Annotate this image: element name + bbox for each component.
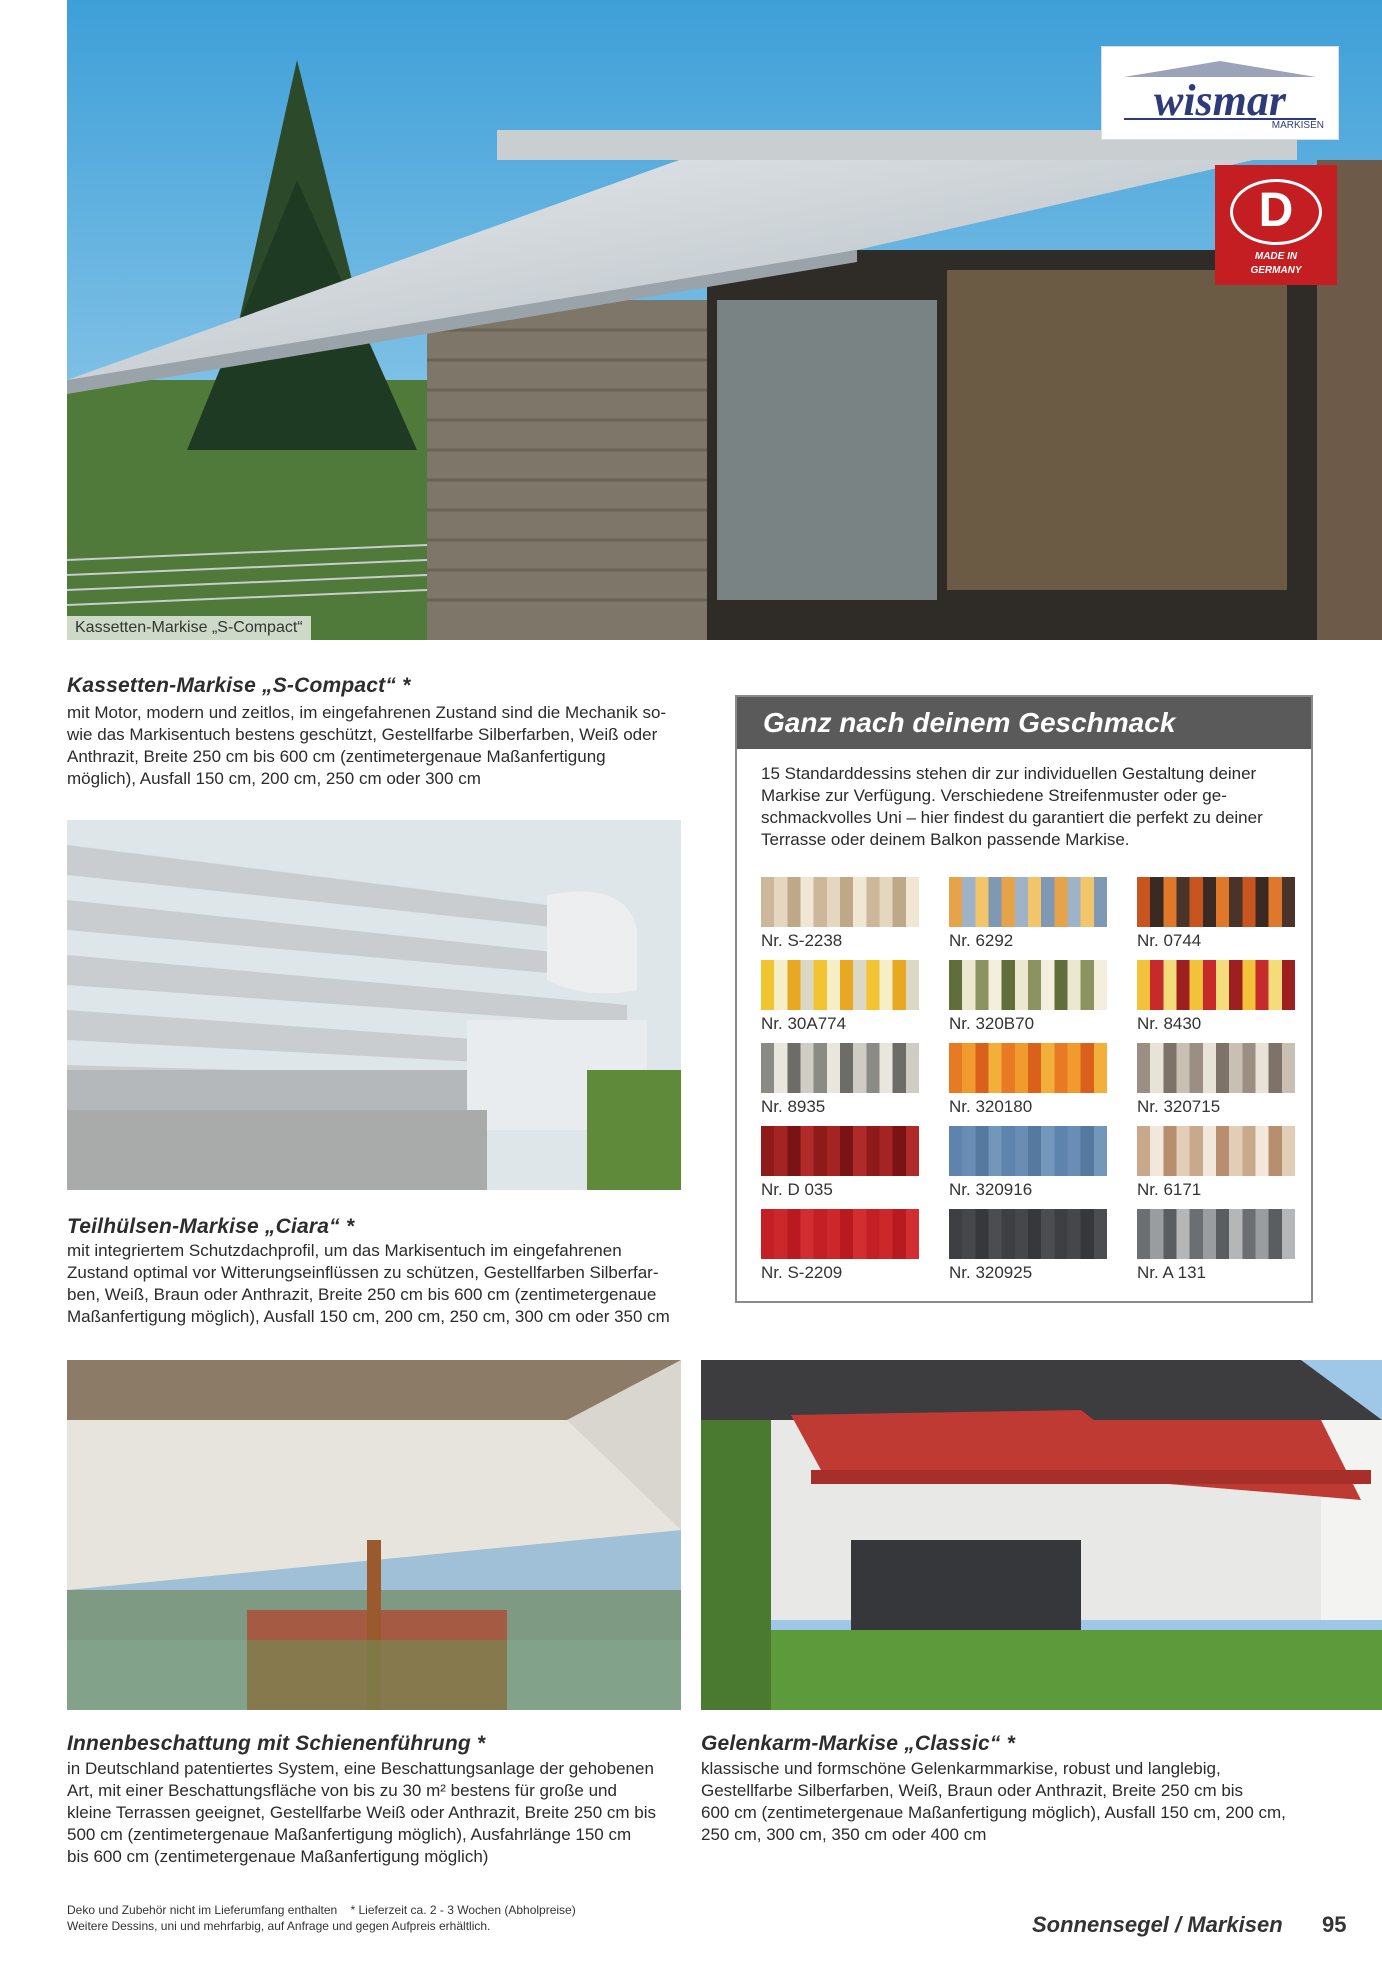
fabric-swatch — [949, 1043, 1107, 1093]
dessins-header — [737, 697, 1311, 749]
fabric-swatch — [761, 1126, 919, 1176]
fabric-swatch — [949, 1126, 1107, 1176]
dessins-heading: Ganz nach deinem Geschmack — [763, 707, 1176, 738]
fabric-swatch — [949, 877, 1107, 927]
fabric-swatch-label: Nr. 6292 — [949, 931, 1014, 950]
ciara-photo — [67, 820, 681, 1190]
fabric-swatch-label: Nr. 320916 — [949, 1180, 1033, 1199]
fabric-swatch-label: Nr. 0744 — [1137, 931, 1202, 950]
fabric-swatch-label: Nr. 320180 — [949, 1097, 1033, 1116]
fabric-swatch — [949, 960, 1107, 1010]
fabric-swatch — [761, 1043, 919, 1093]
fabric-swatch — [1137, 1043, 1295, 1093]
product-desc-ciara: mit integriertem Schutzdachprofil, um das Markisentuch im eingefahrenen Zustand optimal vor Witterungseinflüssen zu schützen, Gestellfarben Silberfar- ben, Weiß, Braun oder Anthrazit, Breite 250 cm bis 600 cm (zentimetergenaue Maßanfertigung möglich), Ausfall 150 cm, 200 cm, 250 cm, 300 cm oder 350 cm — [67, 1241, 670, 1326]
product-desc-classic: klassische und formschöne Gelenkarmmarkise, robust und langlebig, Gestellfarbe Silberfarben, Weiß, Braun oder Anthrazit, Breite 250 cm bis 600 cm (zentimetergenaue Maßanfertigung möglich), Ausfall 150 cm, 200 cm, 250 cm, 300 cm, 350 cm oder 400 cm — [701, 1759, 1286, 1844]
brand-sub: MARKISEN — [1271, 120, 1324, 131]
fabric-swatch — [761, 1209, 919, 1259]
footer-note-2: Weitere Dessins, uni und mehrfarbig, auf Anfrage und gegen Aufpreis erhältlich. — [67, 1919, 491, 1933]
dessins-box — [735, 695, 1313, 1303]
fabric-swatch — [761, 877, 919, 927]
fabric-swatch-label: Nr. 320B70 — [949, 1014, 1035, 1033]
fabric-swatch-label: Nr. S-2238 — [761, 931, 843, 950]
fabric-swatch-label: Nr. 8935 — [761, 1097, 826, 1116]
brand-logo — [1101, 46, 1339, 140]
innenbeschattung-photo — [67, 1360, 681, 1710]
dessins-intro: 15 Standarddessins stehen dir zur individuellen Gestaltung deiner Markise zur Verfügung. Verschiedene Streifenmuster oder ge- schmackvolles Uni – hier findest du garantiert die perfekt zu deiner Terrasse oder deinem Balkon passende Markise. — [761, 764, 1263, 849]
fabric-swatch — [949, 1209, 1107, 1259]
fabric-swatch — [1137, 1209, 1295, 1259]
fabric-swatch-label: Nr. 320925 — [949, 1263, 1033, 1282]
badge-letter: D — [1258, 184, 1294, 237]
page-number: 95 — [1322, 1912, 1347, 1937]
product-title-s-compact: Kassetten-Markise „S-Compact“ * — [67, 674, 411, 697]
fabric-swatch — [1137, 877, 1295, 927]
fabric-swatch-label: Nr. 30A774 — [761, 1014, 847, 1033]
fabric-swatch-label: Nr. D 035 — [761, 1180, 833, 1199]
product-title-ciara: Teilhülsen-Markise „Ciara“ * — [67, 1215, 355, 1238]
fabric-swatch-label: Nr. 6171 — [1137, 1180, 1202, 1199]
badge-line1: MADE IN — [1254, 251, 1298, 262]
footer-category: Sonnensegel / Markisen — [1032, 1912, 1283, 1937]
classic-photo — [701, 1360, 1382, 1710]
fabric-swatch-label: Nr. A 131 — [1137, 1263, 1206, 1282]
made-in-germany-badge — [1215, 165, 1337, 285]
product-title-classic: Gelenkarm-Markise „Classic“ * — [701, 1732, 1015, 1755]
product-title-innenbeschattung: Innenbeschattung mit Schienenführung * — [67, 1732, 486, 1755]
footer-note-1: Deko und Zubehör nicht im Lieferumfang enthalten * Lieferzeit ca. 2 - 3 Wochen (Abholpreise) — [67, 1903, 576, 1917]
badge-line2: GERMANY — [1250, 265, 1302, 276]
fabric-swatch-label: Nr. S-2209 — [761, 1263, 843, 1282]
fabric-swatch — [1137, 960, 1295, 1010]
fabric-swatch — [761, 960, 919, 1010]
fabric-swatch-label: Nr. 320715 — [1137, 1097, 1221, 1116]
hero-caption: Kassetten-Markise „S-Compact“ — [67, 616, 311, 640]
product-desc-s-compact: mit Motor, modern und zeitlos, im eingefahrenen Zustand sind die Mechanik so- wie das Markisentuch bestens geschützt, Gestellfarbe Silberfarben, Weiß oder Anthrazit, Breite 250 cm bis 600 cm (zentimetergenaue Maßanfertigung möglich), Ausfall 150 cm, 200 cm, 250 cm oder 300 cm — [67, 703, 667, 788]
product-desc-innenbeschattung: in Deutschland patentiertes System, eine Beschattungsanlage der gehobenen Art, mit einer Beschattungsfläche von bis zu 30 m² bestens für große und kleine Terrassen geeignet, Gestellfarbe Weiß oder Anthrazit, Breite 250 cm bis 500 cm (zentimetergenaue Maßanfertigung möglich), Ausfahrlänge 150 cm bis 600 cm (zentimetergenaue Maßanfertigung möglich) — [67, 1759, 657, 1866]
svg-text:wismar: wismar — [1153, 76, 1287, 125]
fabric-swatch-label: Nr. 8430 — [1137, 1014, 1202, 1033]
fabric-swatch — [1137, 1126, 1295, 1176]
